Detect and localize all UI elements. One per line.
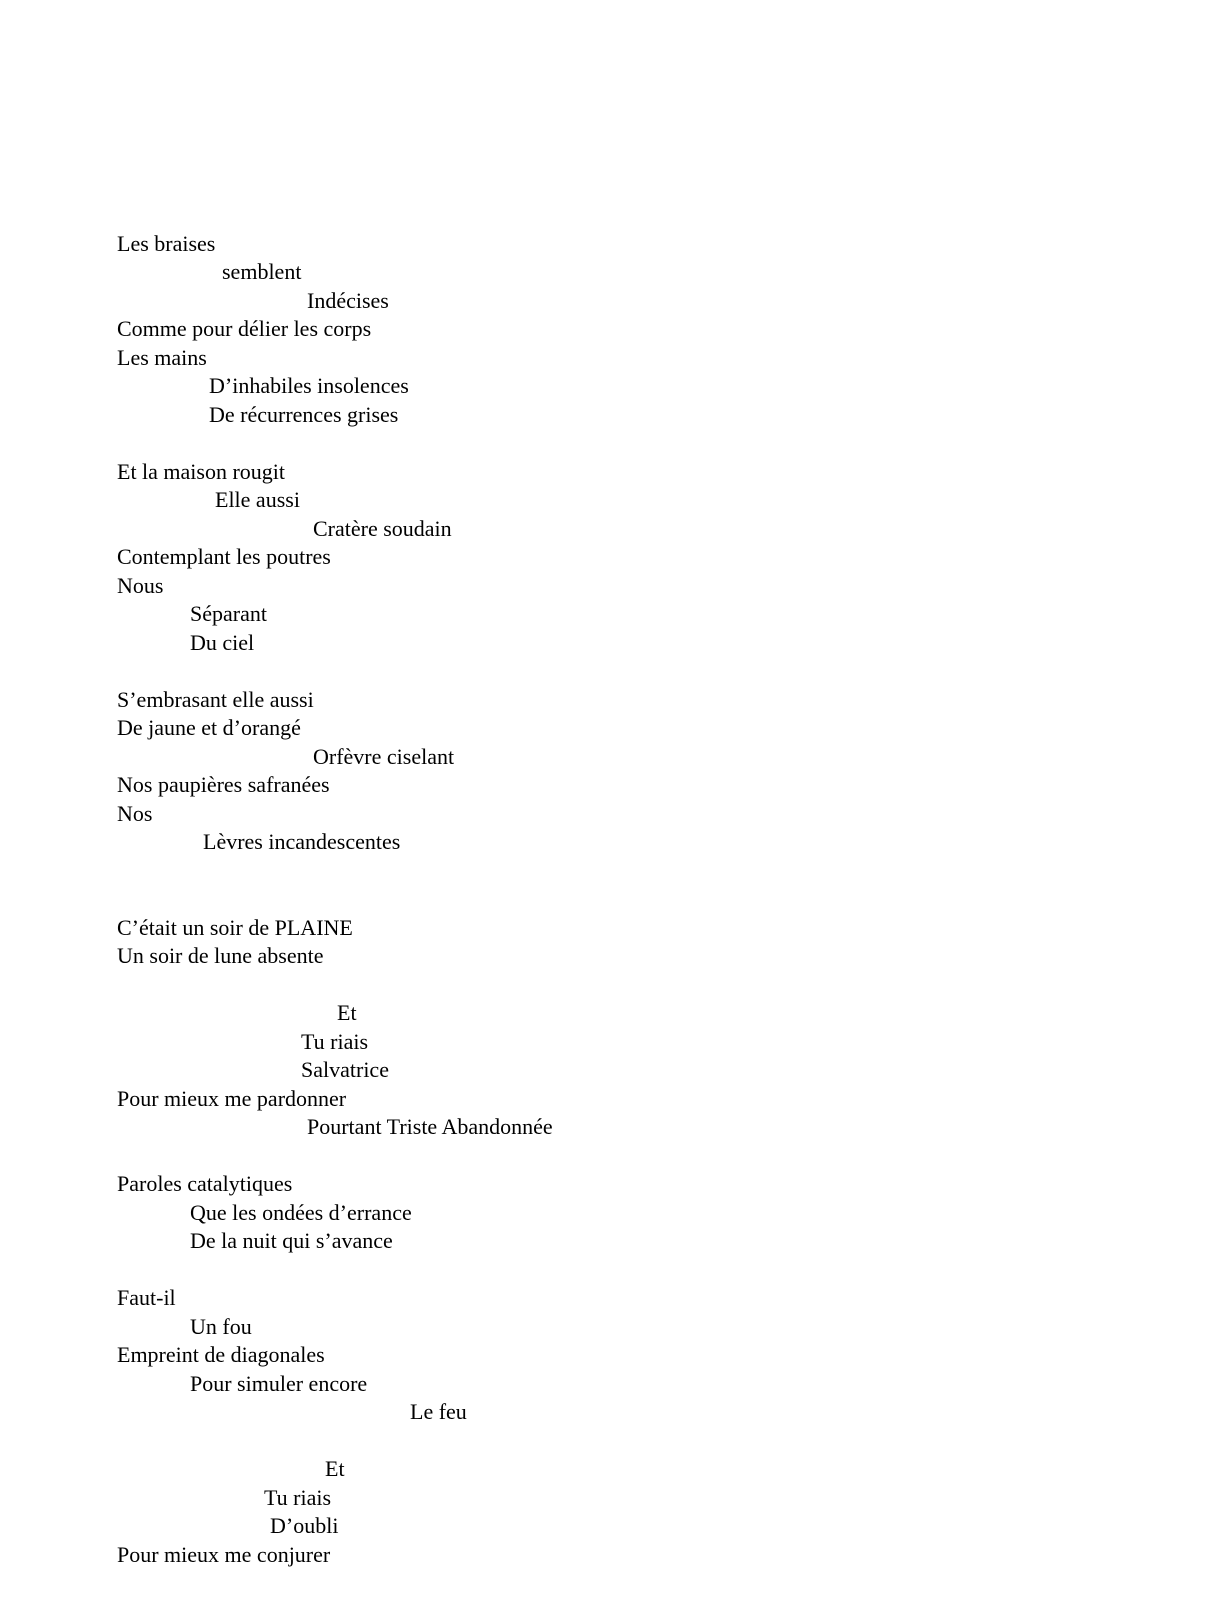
poem-line: D’oubli: [270, 1513, 339, 1538]
poem-line: Et: [337, 1000, 357, 1025]
poem-line: Pour mieux me pardonner: [117, 1086, 347, 1111]
poem-line: Comme pour délier les corps: [117, 316, 372, 341]
poem-line: Faut-il: [117, 1285, 176, 1310]
poem-line: D’inhabiles insolences: [209, 373, 409, 398]
poem-line: Contemplant les poutres: [117, 544, 331, 569]
poem-line: Empreint de diagonales: [117, 1342, 325, 1367]
poem-line: Et la maison rougit: [117, 459, 286, 484]
poem-line: Pour mieux me conjurer: [117, 1542, 331, 1567]
poem-line: Elle aussi: [215, 487, 300, 512]
poem-line: Salvatrice: [301, 1057, 389, 1082]
poem-line: De la nuit qui s’avance: [190, 1228, 393, 1253]
poem-line: Lèvres incandescentes: [203, 829, 401, 854]
poem-line: De jaune et d’orangé: [117, 715, 301, 740]
poem-line: Séparant: [190, 601, 267, 626]
poem-line: Les braises: [117, 231, 216, 256]
poem-line: Nous: [117, 573, 164, 598]
poem-line: S’embrasant elle aussi: [117, 687, 314, 712]
poem-line: Orfèvre ciselant: [313, 744, 455, 769]
poem-line: Pour simuler encore: [190, 1371, 368, 1396]
poem-line: Nos: [117, 801, 153, 826]
poem-line: Pourtant Triste Abandonnée: [307, 1114, 553, 1139]
poem-line: Et: [325, 1456, 345, 1481]
poem-line: Que les ondées d’errance: [190, 1200, 412, 1225]
poem-line: Tu riais: [301, 1029, 369, 1054]
poem-line: Paroles catalytiques: [117, 1171, 293, 1196]
poem-line: C’était un soir de PLAINE: [117, 915, 353, 940]
poem-line: Un soir de lune absente: [117, 943, 324, 968]
poem-line: Un fou: [190, 1314, 252, 1339]
poem-line: Tu riais: [264, 1485, 332, 1510]
poem-line: Nos paupières safranées: [117, 772, 330, 797]
poem-line: Les mains: [117, 345, 207, 370]
poem-line: Cratère soudain: [313, 516, 452, 541]
poem-line: Du ciel: [190, 630, 255, 655]
poem-line: semblent: [222, 259, 302, 284]
poem-line: De récurrences grises: [209, 402, 399, 427]
poem-line: Indécises: [307, 288, 389, 313]
poem-line: Le feu: [410, 1399, 467, 1424]
